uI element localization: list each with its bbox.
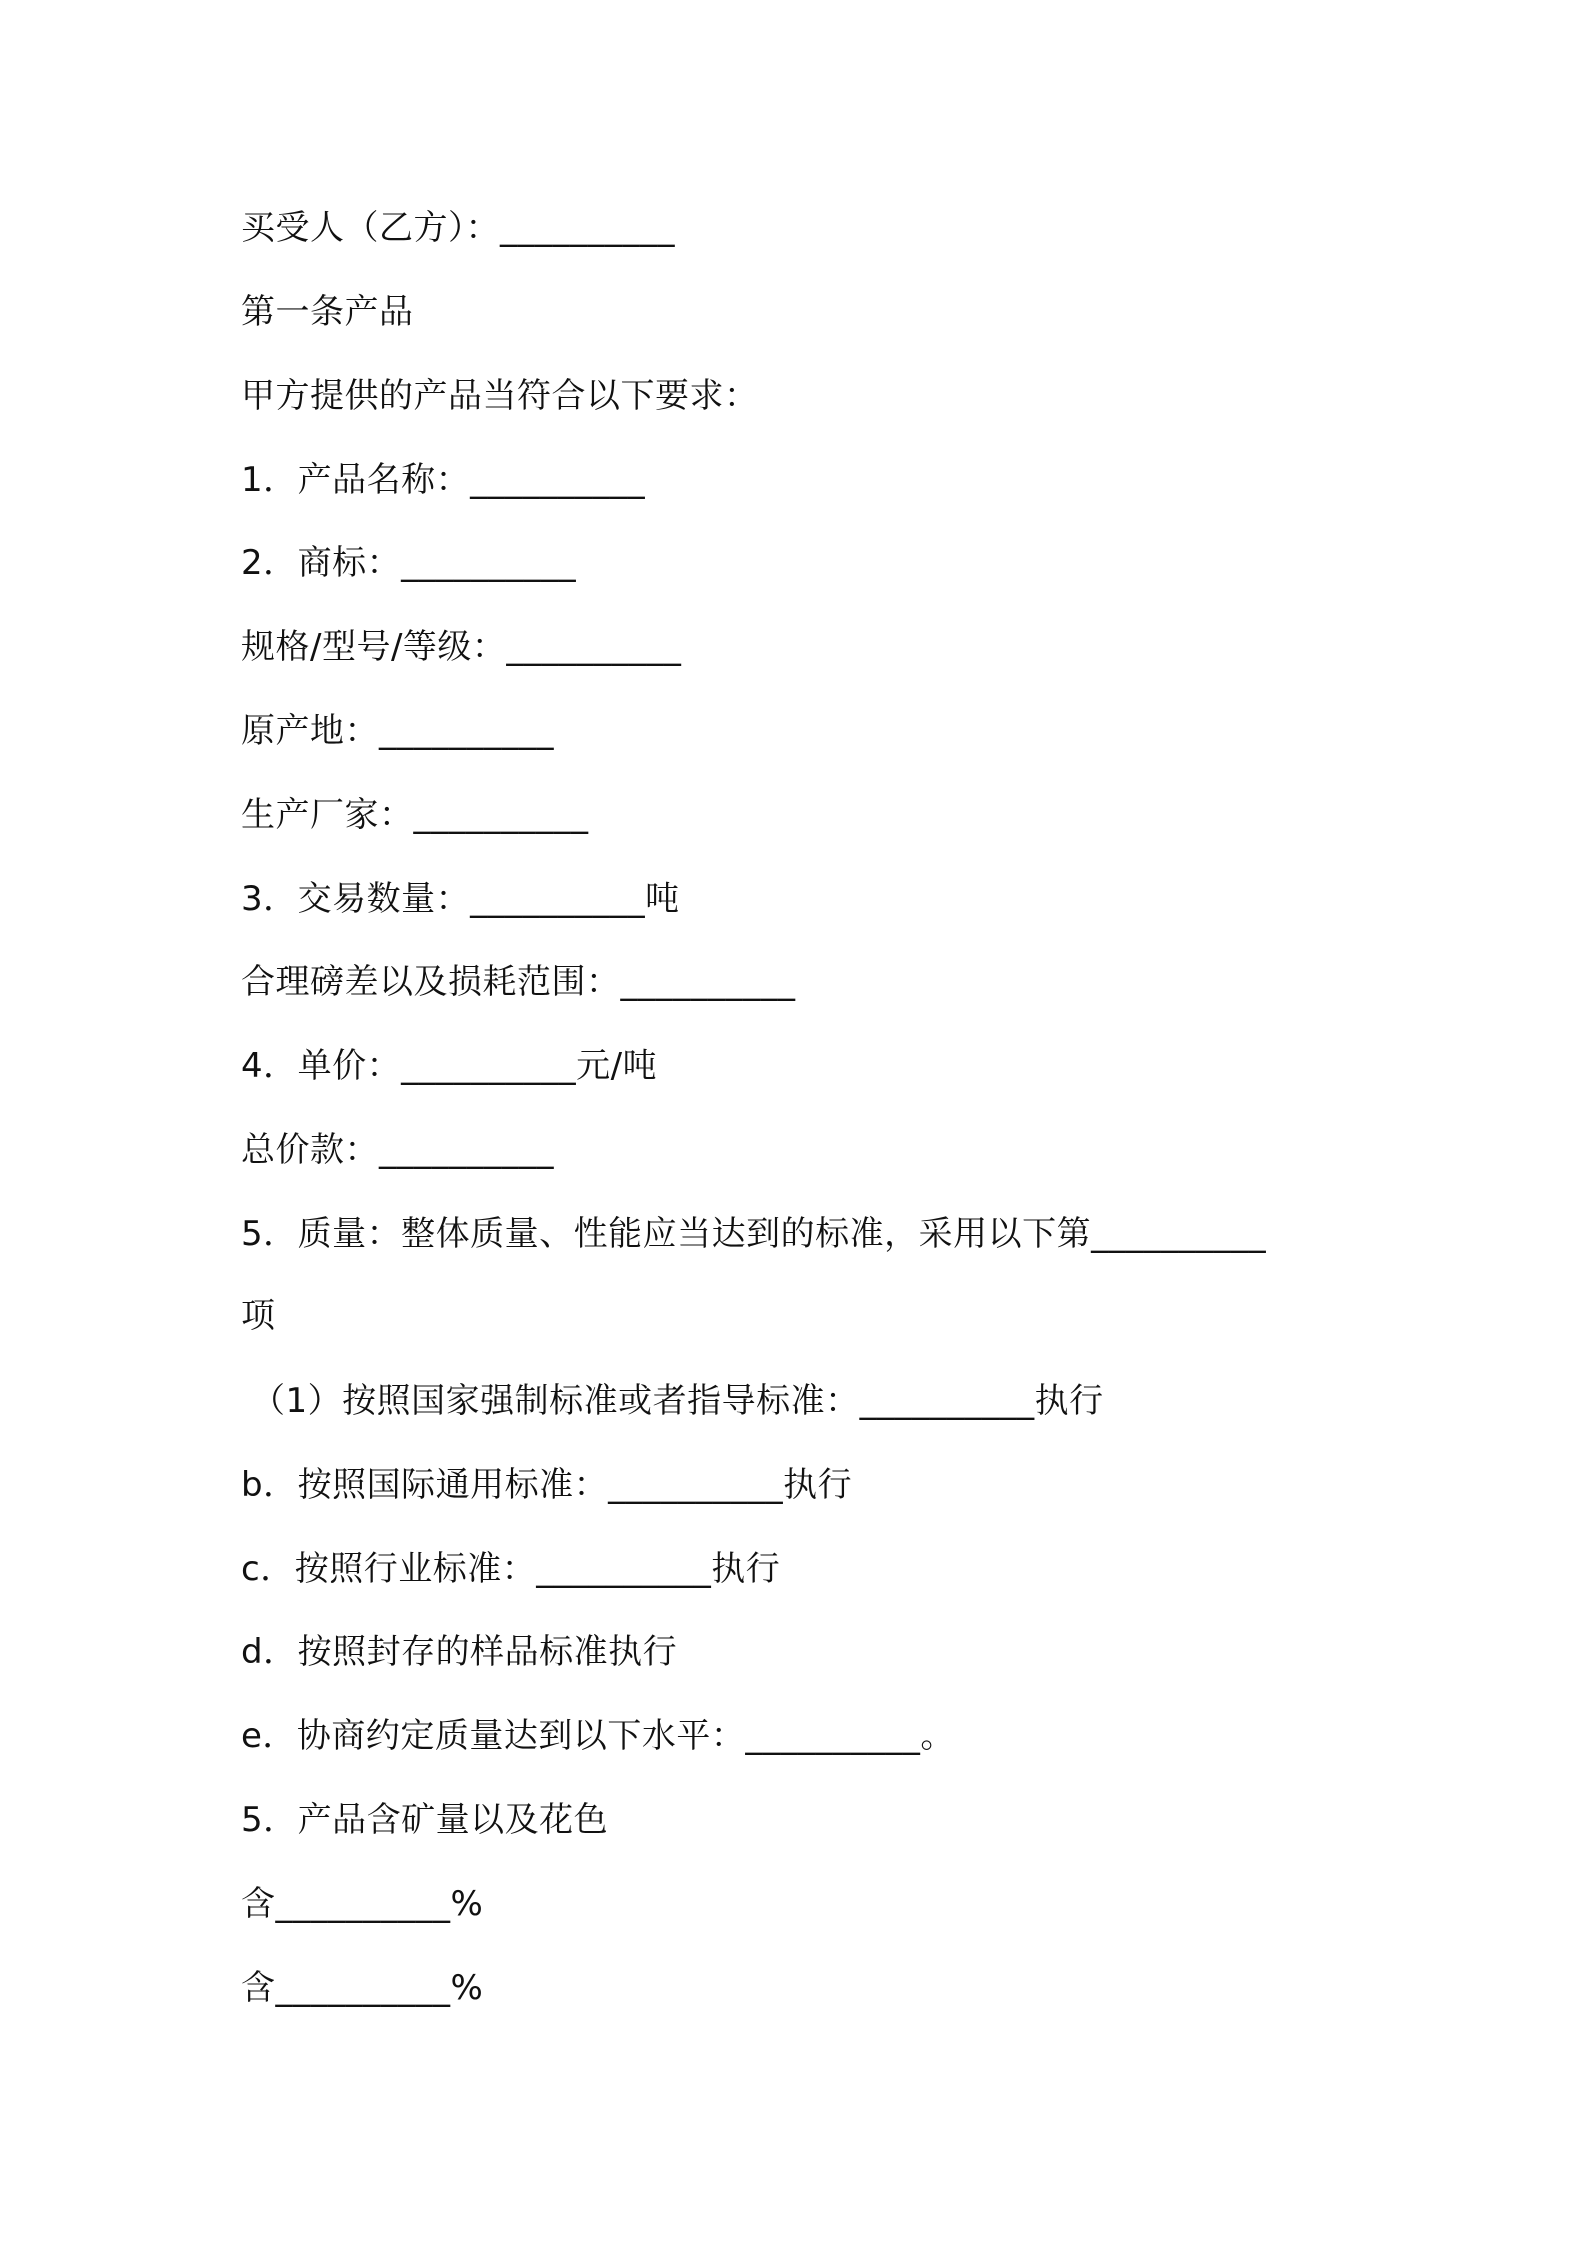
buyer-party-line: 买受人（乙方）：__________ <box>241 208 675 248</box>
quality-option-international: b．按照国际通用标准：__________执行 <box>241 1465 853 1505</box>
article-one-heading: 第一条产品 <box>241 292 414 332</box>
quality-option-negotiated: e．协商约定质量达到以下水平：__________。 <box>241 1716 955 1756</box>
product-name-line: 1．产品名称：__________ <box>241 460 646 500</box>
quality-line-continuation: 项 <box>241 1296 276 1336</box>
content-percent-line-1: 含__________% <box>241 1884 484 1924</box>
manufacturer-line: 生产厂家：__________ <box>241 795 589 835</box>
quantity-line: 3．交易数量：__________吨 <box>241 879 680 919</box>
origin-line: 原产地：__________ <box>241 711 554 751</box>
unit-price-line: 4．单价：__________元/吨 <box>241 1046 658 1086</box>
quality-line: 5．质量：整体质量、性能应当达到的标准，采用以下第__________ <box>241 1214 1267 1254</box>
total-price-line: 总价款：__________ <box>241 1130 554 1170</box>
quality-option-sample: d．按照封存的样品标准执行 <box>241 1632 678 1672</box>
ore-content-heading: 5．产品含矿量以及花色 <box>241 1800 609 1840</box>
content-percent-line-2: 含__________% <box>241 1968 484 2008</box>
requirements-intro: 甲方提供的产品当符合以下要求： <box>241 376 759 416</box>
trademark-line: 2．商标：__________ <box>241 543 577 583</box>
quality-option-industry: c．按照行业标准：__________执行 <box>241 1549 781 1589</box>
quality-option-national: （1）按照国家强制标准或者指导标准：__________执行 <box>251 1381 1104 1421</box>
tolerance-line: 合理磅差以及损耗范围：__________ <box>241 962 796 1002</box>
specification-line: 规格/型号/等级：__________ <box>241 627 682 667</box>
